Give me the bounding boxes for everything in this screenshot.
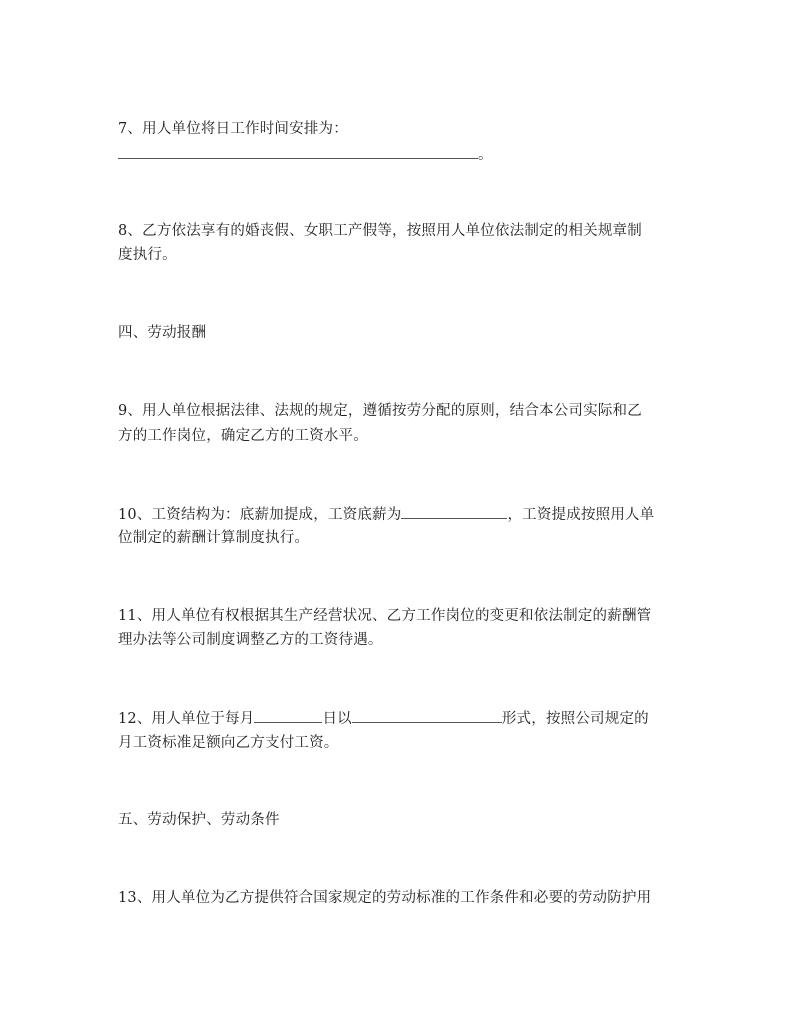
clause-12-text-b: 日以: [322, 711, 352, 727]
base-salary-blank: [401, 504, 507, 519]
pay-method-blank: [352, 708, 502, 723]
clause-12-line-2: 月工资标准足额向乙方支付工资。: [118, 735, 339, 751]
pay-day-blank: [254, 708, 322, 723]
clause-10-line-2: 位制定的薪酬计算制度执行。: [118, 530, 310, 546]
clause-7-period: 。: [478, 147, 493, 163]
clause-9-line-1: 9、用人单位根据法律、法规的规定，遵循按劳分配的原则，结合本公司实际和乙: [118, 403, 642, 419]
clause-7-line-1: 7、用人单位将日工作时间安排为：: [118, 121, 348, 137]
clause-10-text-b: ，工资提成按照用人单: [507, 507, 655, 523]
clause-11-line-1: 11、用人单位有权根据其生产经营状况、乙方工作岗位的变更和依法制定的薪酬管: [118, 608, 652, 624]
clause-8-line-1: 8、乙方依法享有的婚丧假、女职工产假等，按照用人单位依法制定的相关规章制: [118, 223, 642, 239]
clause-10-line-1: [118, 504, 654, 525]
work-hours-blank: [118, 144, 478, 159]
clause-7-line-2: [118, 144, 493, 165]
clause-9-line-2: 方的工作岗位，确定乙方的工资水平。: [118, 428, 368, 444]
clause-12-line-1: [118, 708, 649, 729]
clause-11-line-2: 理办法等公司制度调整乙方的工资待遇。: [118, 632, 383, 648]
section-heading-labor-protection: 五、劳动保护、劳动条件: [118, 812, 280, 828]
clause-13-line-1: 13、用人单位为乙方提供符合国家规定的劳动标准的工作条件和必要的劳动防护用: [118, 890, 652, 906]
clause-12-text-c: 形式，按照公司规定的: [501, 711, 649, 727]
clause-8-line-2: 度执行。: [118, 247, 177, 263]
section-heading-labor-remuneration: 四、劳动报酬: [118, 325, 207, 341]
clause-10-text-a: 10、工资结构为：底薪加提成，工资底薪为: [118, 507, 402, 523]
clause-12-text-a: 12、用人单位于每月: [118, 711, 255, 727]
